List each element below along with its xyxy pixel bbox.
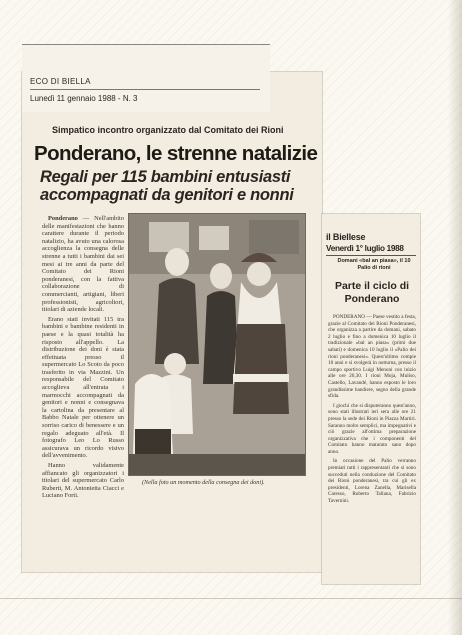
article-paragraph: Hanno validamente affiancato gli organizzatori i titolari del supermercato Carlo Ruberti, M. Antonietta Ciacci e Luciano Forti. — [42, 462, 124, 500]
right-paragraph: In occasione del Palio verranno premiati tutti i rappresentanti che si sono succeduti nella conduzione del Comitato dei Rioni ponderanesi, tra cui gli ex presidenti, Lorena Zanella, Marisella Caresso, Roberto Tallana, Fabrizio Tavernini. — [328, 458, 416, 505]
right-paragraph: I giochi che si disputeranno quest'anno, sono stati illustrati ieri sera alle ore 21 presso la sede dei Rioni in Piazza Martiri. Saranno molto semplici, ma impegnativi e ciò grazie all'ottima preparazione organizzativa che i componenti del Comitato hanno maturato sano dopo anno. — [328, 402, 416, 455]
right-article-body — [328, 314, 416, 508]
right-rule — [326, 255, 416, 256]
article-subheadline: Regali per 115 bambini entusiasti accompagnati da genitori e nonni — [40, 168, 294, 204]
article-photo — [128, 213, 306, 476]
right-date: Venerdì 1° luglio 1988 — [326, 244, 404, 253]
page-bottom-rule — [0, 598, 462, 599]
right-paper-name: il Biellese — [326, 232, 366, 242]
right-clipping — [322, 214, 420, 584]
photo-illustration — [129, 214, 306, 476]
photo-caption: (Nella foto un momento della consegna dei doni). — [142, 479, 265, 486]
article-lead-place: Ponderano — [48, 215, 78, 222]
masthead-date-issue: Lunedì 11 gennaio 1988 - N. 3 — [30, 94, 138, 103]
right-paragraph: PONDERANO — Paese vestito a festa, grazie al Comitato dei Rioni Ponderanesi, che organizza a partire da domani, sabato 2 luglio e fino a domenica 10 luglio il tradizionale «bal an piasa» (primi due sabati) e domenica 10 luglio il «Palio dei rioni ponderanesi». Quest'ultimo compie 10 anni e si svolgerà in notturna, presso il campo sportivo Luigi Menoni con inizio alle ore 20,30. I rioni Moja, Muliso, Castello, Lavandé, hanno esposto le loro grandissime bandiere, segno della grande sfida. — [328, 314, 416, 400]
masthead-paper-name: ECO DI BIELLA — [30, 77, 91, 86]
right-title: Parte il ciclo di Ponderano — [334, 280, 410, 305]
masthead-rule — [30, 89, 260, 90]
article-kicker: Simpatico incontro organizzato dal Comitato dei Rioni — [52, 125, 284, 135]
article-headline: Ponderano, le strenne natalizie — [34, 142, 318, 165]
article-body — [42, 215, 124, 502]
page-edge-shadow — [448, 0, 462, 635]
article-paragraph: Ponderano — Nell'ambito delle manifestazioni che hanno carattere durante il periodo natalizio, ha avuto una calorosa accoglienza la consegna delle strenne a tutti i bambini dai sei mesi ai tre anni da parte del Comitato dei Rioni ponderanesi, con la fattiva collaborazione di commercianti, artigiani, liberi professionisti, agricoltori, titolari di aziende locali. — [42, 215, 124, 314]
article-paragraph: Erano stati invitati 115 tra bambini e bambine residenti in paese e la quasi totalità ha risposto all'appello. La distribuzione dei doni è stata effettuata presso il supermercato Lo Scoto da poco trasferito in via Mazzini. Un responsabile del Comitato accoglieva all'entrata i marmocchi accompagnati da genitori e nonni e consegnava la cartolina da presentare al Babbo Natale per ottenere un sorriso carico di benessere e un regalo adeguato all'età. Il fotografo Leo Lo Russo assicurava un ricordo visivo dell'avvenimento. — [42, 315, 124, 460]
masthead-strip — [22, 44, 270, 112]
right-kicker: Domani «bal an piasa», il 10 Palio di rioni — [337, 258, 411, 271]
